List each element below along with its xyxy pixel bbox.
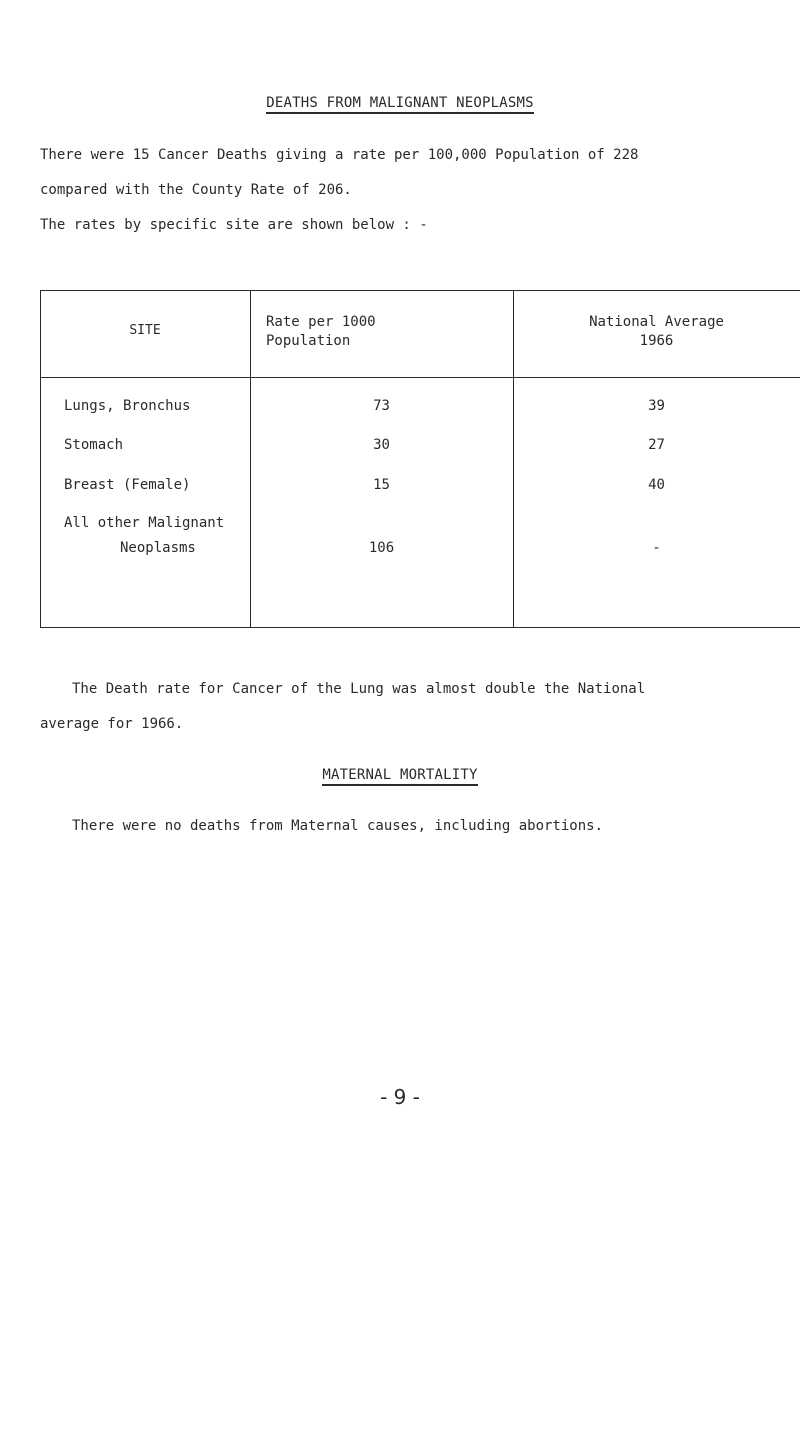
table-row-site: Breast (Female) bbox=[64, 477, 191, 493]
table-top-border bbox=[40, 290, 800, 291]
table-col-divider-1 bbox=[250, 290, 251, 628]
table-row-national: - bbox=[652, 540, 661, 556]
table-row-rate: 106 bbox=[368, 540, 395, 556]
table-row-site: Lungs, Bronchus bbox=[64, 398, 191, 414]
section-title-maternal-text: MATERNAL MORTALITY bbox=[322, 767, 477, 786]
page-title bbox=[0, 95, 800, 114]
table-row-site: Stomach bbox=[64, 437, 124, 453]
table-header-divider bbox=[40, 377, 800, 378]
table-row-national: 27 bbox=[648, 437, 665, 453]
table-row-site-line1: All other Malignant bbox=[64, 515, 225, 531]
table-row-rate: 15 bbox=[373, 477, 390, 493]
header-rate-line1: Rate per 1000 bbox=[266, 314, 376, 330]
intro-line-2: compared with the County Rate of 206. bbox=[40, 182, 352, 198]
lung-note-line-1: The Death rate for Cancer of the Lung was almost double the National bbox=[72, 681, 646, 697]
header-national-line1: National Average bbox=[589, 314, 724, 330]
maternal-text: There were no deaths from Maternal causes, including abortions. bbox=[72, 818, 604, 834]
table-row-rate: 73 bbox=[373, 398, 390, 414]
table-left-border bbox=[40, 290, 41, 628]
table-row-national: 39 bbox=[648, 398, 665, 414]
table-row-site-line2: Neoplasms bbox=[120, 540, 196, 556]
table-bottom-border bbox=[40, 627, 800, 628]
table-intro: The rates by specific site are shown below : - bbox=[40, 217, 428, 233]
section-title-maternal bbox=[0, 767, 800, 786]
header-site: SITE bbox=[129, 323, 161, 338]
table-row-rate: 30 bbox=[373, 437, 390, 453]
page-number: - 9 - bbox=[380, 1085, 420, 1109]
lung-note-line-2: average for 1966. bbox=[40, 716, 184, 732]
header-rate-line2: Population bbox=[266, 333, 351, 349]
table-row-national: 40 bbox=[648, 477, 665, 493]
header-national-line2: 1966 bbox=[639, 333, 674, 349]
intro-line-1: There were 15 Cancer Deaths giving a rate per 100,000 Population of 228 bbox=[40, 147, 639, 163]
page-title-text: DEATHS FROM MALIGNANT NEOPLASMS bbox=[266, 95, 534, 114]
site-rates-table bbox=[40, 290, 800, 629]
